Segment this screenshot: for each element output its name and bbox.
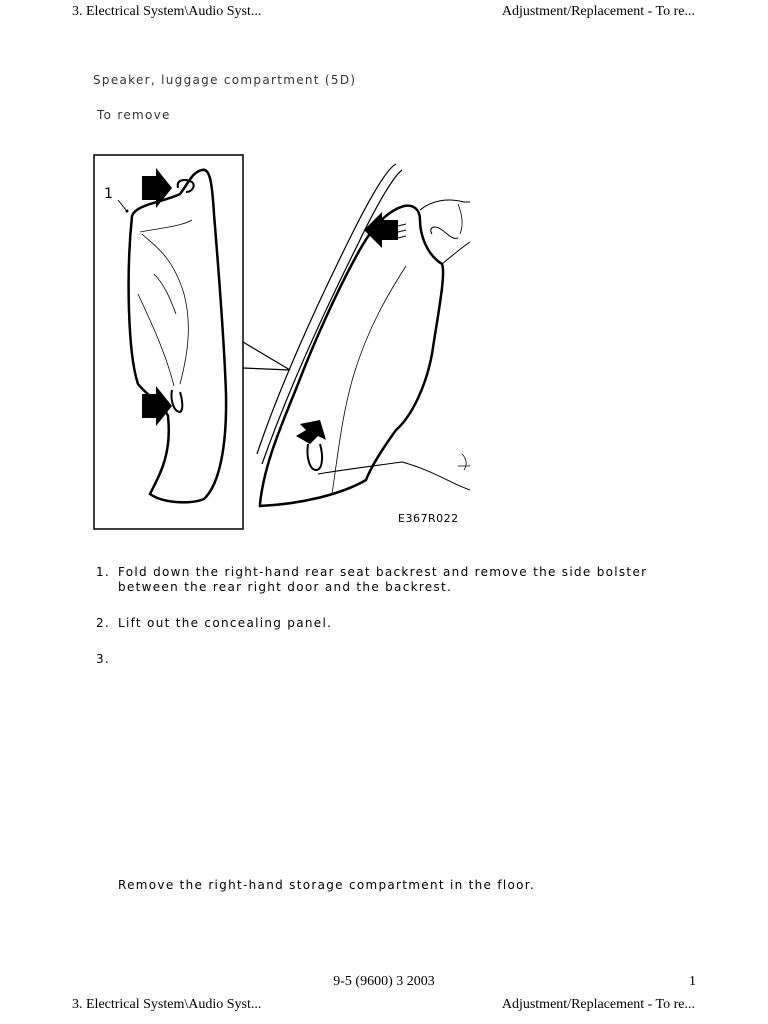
illustration-figure <box>92 154 474 530</box>
backrest-edge <box>458 204 462 234</box>
backrest-edge <box>420 200 470 210</box>
footer-left: 3. Electrical System\Audio Syst... <box>72 997 262 1012</box>
step-note: Remove the right-hand storage compartment in the floor. <box>118 878 536 892</box>
bolster-outline-main <box>260 206 443 506</box>
backrest-edge <box>442 242 470 264</box>
bolster-diagram <box>92 154 474 530</box>
header-left: 3. Electrical System\Audio Syst... <box>72 4 262 19</box>
page-number: 1 <box>689 974 696 989</box>
floor-detail <box>458 454 470 470</box>
page-title: Speaker, luggage compartment (5D) <box>93 73 357 87</box>
step-number: 2. <box>96 616 111 630</box>
header-right: Adjustment/Replacement - To re... <box>501 4 695 19</box>
footer-right: Adjustment/Replacement - To re... <box>501 997 695 1012</box>
callout-wedge <box>243 342 290 370</box>
callout-dot <box>126 210 129 213</box>
step-text: Lift out the concealing panel. <box>118 616 333 630</box>
footer-model-year: 9-5 (9600) 3 2003 <box>333 974 435 989</box>
callout-number: 1 <box>104 186 113 202</box>
step-text: Fold down the right-hand rear seat backrest and remove the side bolster between the rear right door and the backrest. <box>118 565 648 594</box>
step-number: 1. <box>96 565 111 579</box>
step-number: 3. <box>96 652 111 666</box>
backrest-hook <box>431 227 458 238</box>
section-subtitle: To remove <box>97 108 171 122</box>
figure-code: E367R022 <box>398 512 459 525</box>
